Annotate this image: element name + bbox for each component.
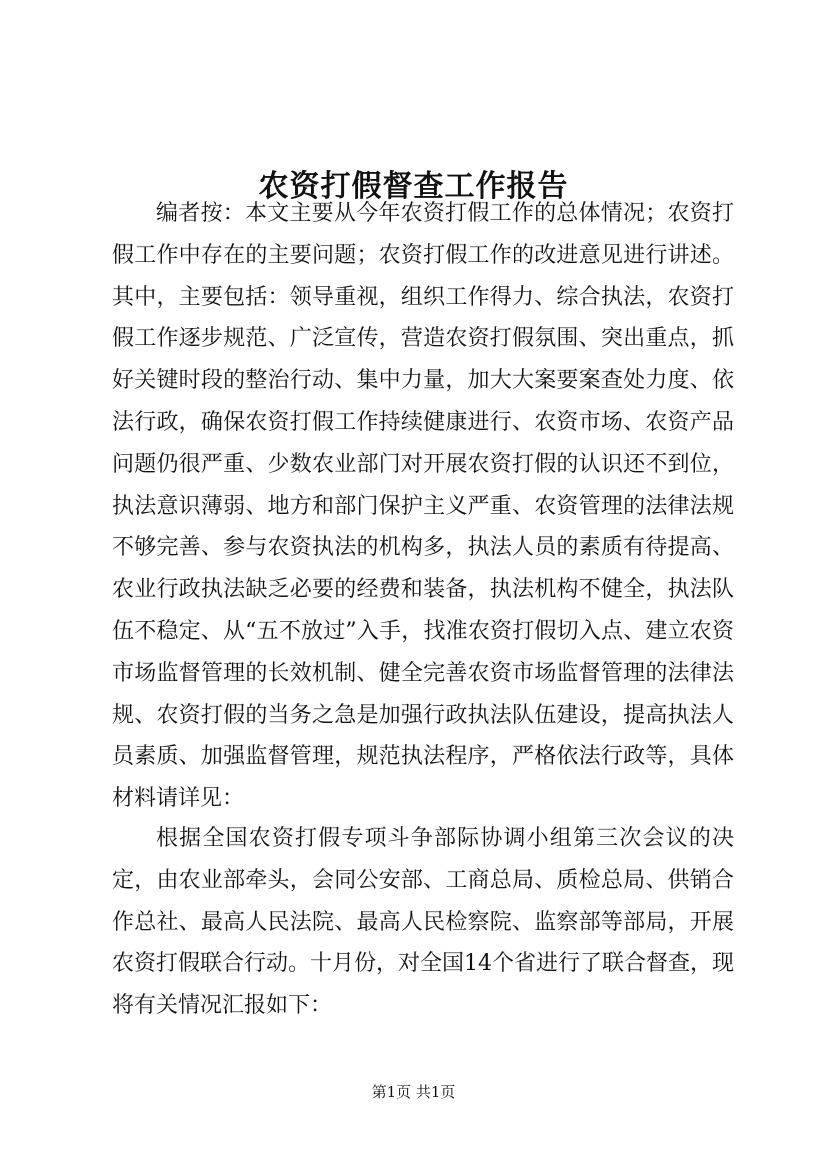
- editor-note-paragraph: 编者按：本文主要从今年农资打假工作的总体情况；农资打假工作中存在的主要问题；农资打假工作的改进意见进行讲述。其中，主要包括：领导重视，组织工作得力、综合执法，农资打假工作逐步规范、广泛宣传，营造农资打假氛围、突出重点，抓好关键时段的整治行动、集中力量，加大大案要案查处力度、依法行政，确保农资打假工作持续健康进行、农资市场、农资产品问题仍很严重、少数农业部门对开展农资打假的认识还不到位，执法意识薄弱、地方和部门保护主义严重、农资管理的法律法规不够完善、参与农资执法的机构多，执法人员的素质有待提高、农业行政执法缺乏必要的经费和装备，执法机构不健全，执法队伍不稳定、从“五不放过”入手，找准农资打假切入点、建立农资市场监督管理的长效机制、健全完善农资市场监督管理的法律法规、农资打假的当务之急是加强行政执法队伍建设，提高执法人员素质、加强监督管理，规范执法程序，严格依法行政等，具体材料请详见：: [112, 201, 734, 812]
- document-title: 农资打假督查工作报告: [258, 169, 569, 205]
- page-number-footer: 第1页 共1页: [371, 1083, 456, 1101]
- report-intro-paragraph: 根据全国农资打假专项斗争部际协调小组第三次会议的决定，由农业部牵头，会同公安部、工商总局、质检总局、供销合作总社、最高人民法院、最高人民检察院、监察部等部局，开展农资打假联合行动。十月份，对全国14个省进行了联合督查，现将有关情况汇报如下：: [112, 826, 734, 1019]
